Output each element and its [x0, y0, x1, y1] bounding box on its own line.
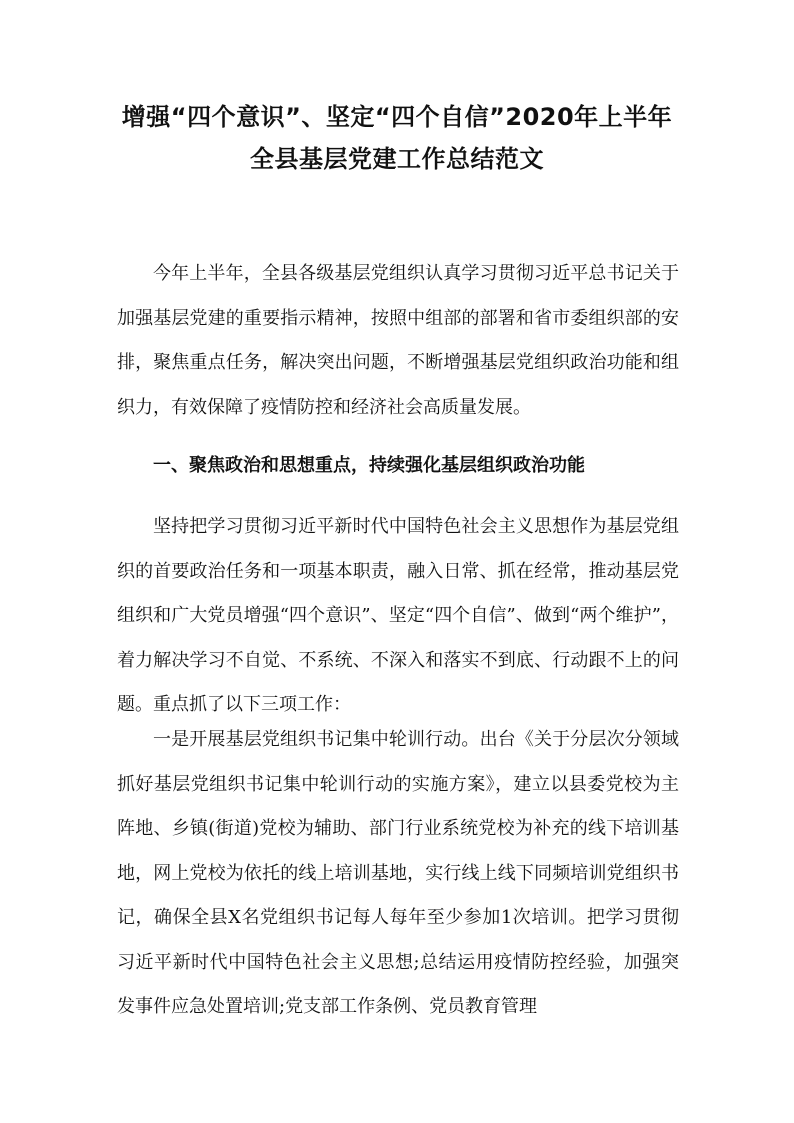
- document-title-line-2: 全县基层党建工作总结范文: [250, 145, 544, 173]
- body-paragraph: 一是开展基层党组织书记集中轮训行动。出台《关于分层次分领域抓好基层党组织书记集中轮训行动的实施方案》，建立以县委党校为主阵地、乡镇(街道)党校为辅助、部门行业系统党校为补充的线下培训基地，网上党校为依托的线上培训基地，实行线上线下同频培训党组织书记，确保全县X名党组织书记每人每年至少参加1次培训。把学习贯彻习近平新时代中国特色社会主义思想;总结运用疫情防控经验，加强突发事件应急处置培训;党支部工作条例、党员教育管理: [117, 729, 679, 1017]
- document-title-line-1: 增强“四个意识”、坚定“四个自信”2020年上半年: [121, 103, 673, 131]
- intro-paragraph: 今年上半年，全县各级基层党组织认真学习贯彻习近平总书记关于加强基层党建的重要指示精神，按照中组部的部署和省市委组织部的安排，聚焦重点任务，解决突出问题，不断增强基层党组织政治功能和组织力，有效保障了疫情防控和经济社会高质量发展。: [117, 263, 679, 418]
- section-heading: 一、聚焦政治和思想重点，持续强化基层组织政治功能: [153, 455, 585, 476]
- body-paragraph: 坚持把学习贯彻习近平新时代中国特色社会主义思想作为基层党组织的首要政治任务和一项基本职责，融入日常、抓在经常，推动基层党组织和广大党员增强“四个意识”、坚定“四个自信”、做到“两个维护”，着力解决学习不自觉、不系统、不深入和落实不到底、行动跟不上的问题。重点抓了以下三项工作：: [117, 516, 679, 715]
